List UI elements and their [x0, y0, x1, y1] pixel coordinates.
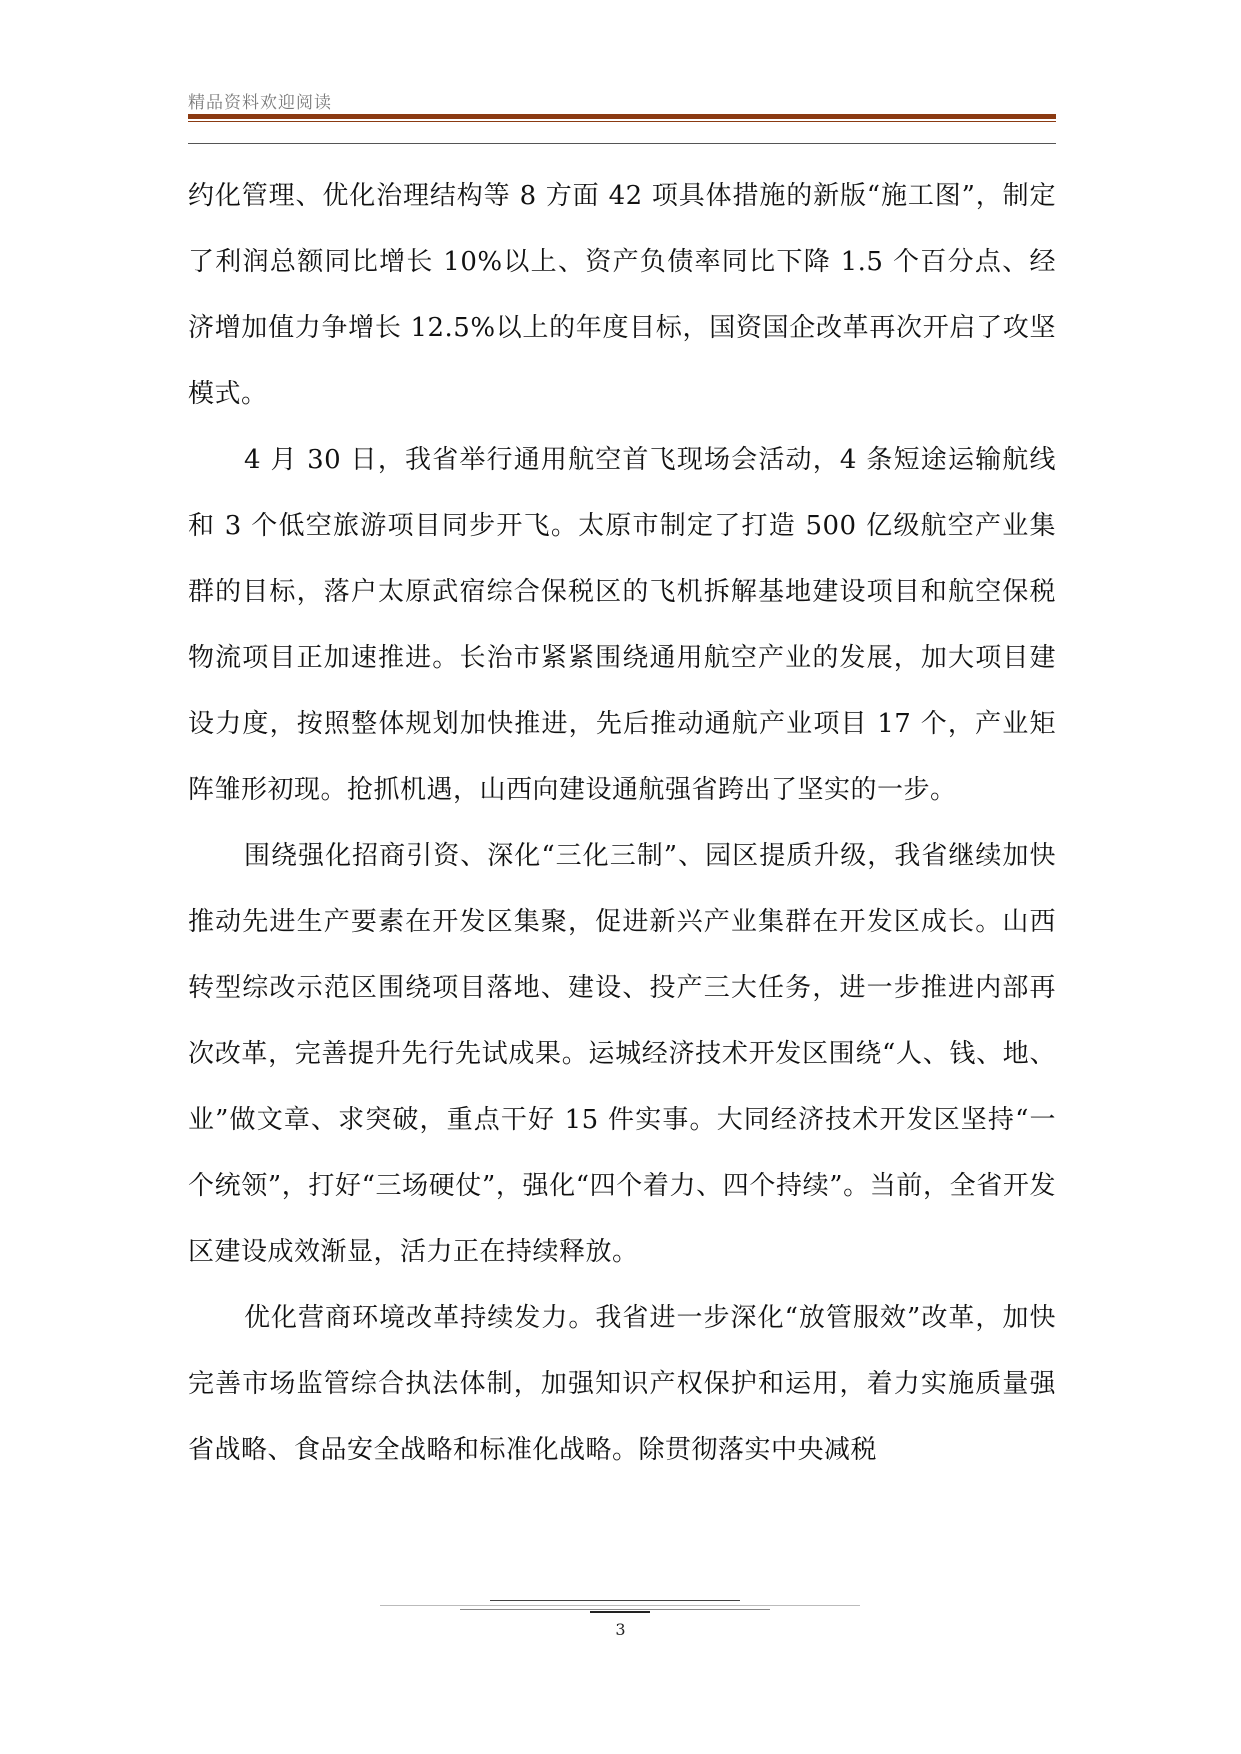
paragraph-3: 围绕强化招商引资、深化“三化三制”、园区提质升级，我省继续加快推动先进生产要素在开发区集聚，促进新兴产业集群在开发区成长。山西转型综改示范区围绕项目落地、建设、投产三大任务，进一步推进内部再次改革，完善提升先行先试成果。运城经济技术开发区围绕“人、钱、地、业”做文章、求突破，重点干好 15 件实事。大同经济技术开发区坚持“一个统领”，打好“三场硬仗”，强化“四个着力、四个持续”。当前，全省开发区建设成效渐显，活力正在持续释放。	[188, 841, 1056, 1267]
page-number: 3	[615, 1620, 626, 1639]
header-rule-thin	[188, 121, 1056, 122]
paragraph-2: 4 月 30 日，我省举行通用航空首飞现场会活动，4 条短途运输航线和 3 个低空旅游项目同步开飞。太原市制定了打造 500 亿级航空产业集群的目标，落户太原武宿综合保税区的飞机拆解基地建设项目和航空保税物流项目正加速推进。长治市紧紧围绕通用航空产业的发展，加大项目建设力度，按照整体规划加快推进，先后推动通航产业项目 17 个，产业矩阵雏形初现。抢抓机遇，山西向建设通航强省跨出了坚实的一步。	[188, 445, 1056, 805]
header-title: 精品资料欢迎阅读	[188, 93, 332, 113]
footer-rule-mid	[460, 1609, 770, 1610]
paragraph-1: 约化管理、优化治理结构等 8 方面 42 项具体措施的新版“施工图”，制定了利润总额同比增长 10%以上、资产负债率同比下降 1.5 个百分点、经济增加值力争增长 12.5%以上的年度目标，国资国企改革再次开启了攻坚模式。	[188, 181, 1056, 409]
paragraph-4: 优化营商环境改革持续发力。我省进一步深化“放管服效”改革，加快完善市场监管综合执法体制，加强知识产权保护和运用，着力实施质量强省战略、食品安全战略和标准化战略。除贯彻落实中央减税	[188, 1303, 1056, 1465]
document-body	[188, 163, 1056, 1483]
footer-rule-top	[490, 1600, 740, 1601]
header-rule-thick	[188, 114, 1056, 119]
footer-rule-short	[590, 1611, 650, 1613]
header-rule-lower	[188, 143, 1056, 144]
footer-rules	[0, 1600, 1241, 1620]
footer-rule-long	[380, 1605, 860, 1606]
